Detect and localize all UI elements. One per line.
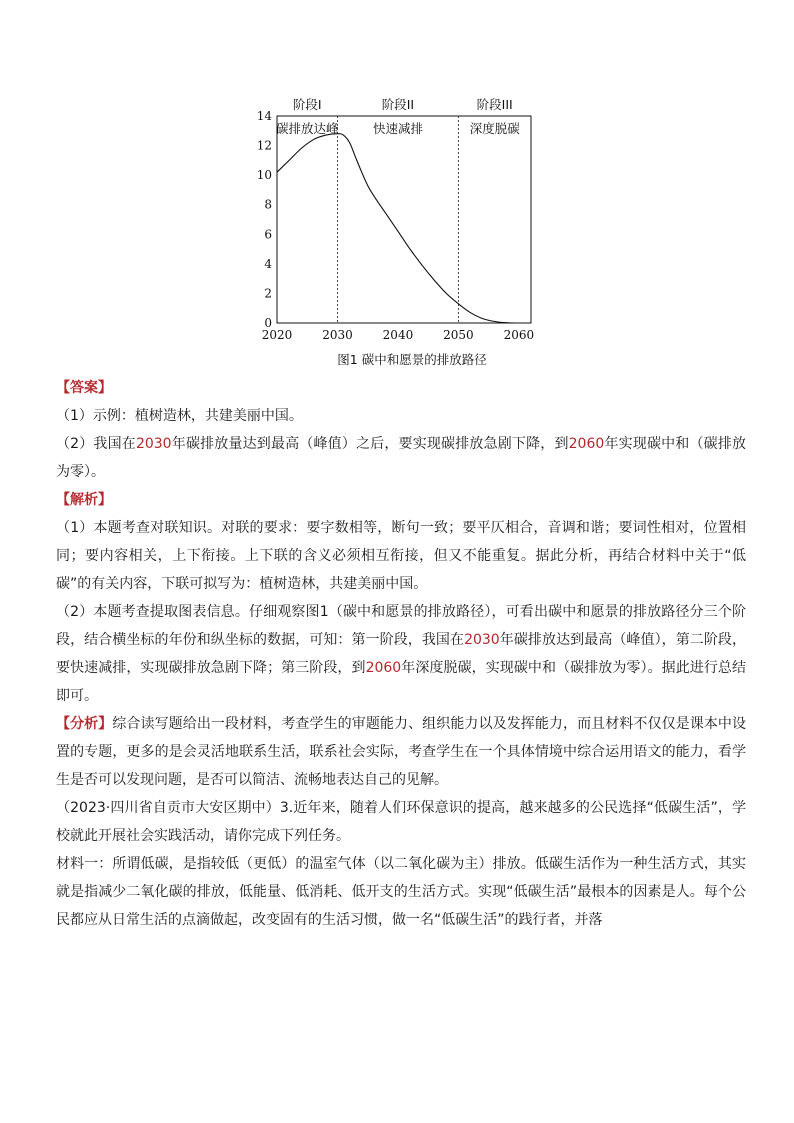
answer-item-2-text: （2）我国在 xyxy=(56,436,136,452)
stage-name: 阶段III xyxy=(476,97,513,112)
plot-frame xyxy=(277,116,531,323)
chart-caption: 图1 碳中和愿景的排放路径 xyxy=(337,352,487,367)
x-tick-label: 2020 xyxy=(261,328,293,342)
analysis-item-2 xyxy=(56,598,746,710)
x-tick-label: 2030 xyxy=(322,328,353,342)
answer-year-2060: 2060 xyxy=(568,436,605,452)
y-tick-label: 6 xyxy=(264,227,272,242)
analysis-item-2-text: 年深度脱碳，实现碳中和（碳排放为零）。据此进行总结即可。 xyxy=(56,660,747,704)
emission-chart xyxy=(250,88,550,373)
stage-label: 碳排放达峰 xyxy=(275,121,339,136)
answer-item-2 xyxy=(56,430,746,486)
remark-tag: 【分析】 xyxy=(56,716,113,732)
question-source: （2023·四川省自贡市大安区期中） xyxy=(56,800,280,816)
emission-chart-svg xyxy=(250,88,550,373)
stage-name: 阶段I xyxy=(292,97,322,112)
x-tick-label: 2050 xyxy=(443,328,474,342)
stage-name: 阶段II xyxy=(381,97,415,112)
analysis-year-2030: 2030 xyxy=(464,632,500,648)
y-tick-label: 8 xyxy=(264,197,272,212)
y-tick-label: 12 xyxy=(256,138,272,153)
answer-heading xyxy=(56,374,746,402)
x-tick-label: 2040 xyxy=(382,328,414,342)
emission-curve xyxy=(277,134,519,323)
stage-label: 快速减排 xyxy=(372,121,423,136)
y-tick-label: 2 xyxy=(264,286,272,301)
analysis-item-2-text: （2）本题考查提取图表信息。仔细观察图1（碳中和愿景的排放路径），可看出碳中和愿景的排放路径分三个阶段，结合横坐标的年份和纵坐标的数据，可知：第一阶段，我国在 xyxy=(56,604,746,648)
x-tick-label: 2060 xyxy=(503,328,535,342)
analysis-heading xyxy=(56,486,746,514)
question-paragraph xyxy=(56,794,746,850)
y-tick-label: 10 xyxy=(256,168,272,183)
answer-item-2-text: 年碳排放量达到最高（峰值）之后，要实现碳排放急剧下降，到 xyxy=(171,436,569,452)
answer-body xyxy=(56,374,746,934)
y-tick-label: 4 xyxy=(264,256,272,271)
answer-year-2030: 2030 xyxy=(135,436,172,452)
analysis-year-2060: 2060 xyxy=(365,660,402,676)
analysis-item-2-text: 年碳排放达到最高（峰值），第二阶段，要快速减排，实现碳排放急剧下降；第三阶段，到 xyxy=(56,632,747,676)
remark-paragraph xyxy=(56,710,746,794)
y-tick-label: 0 xyxy=(264,316,272,330)
analysis-item-1: （1）本题考查对联知识。对联的要求：要字数相等，断句一致；要平仄相合，音调和谐；要词性相对，位置相同；要内容相关，上下衔接。上下联的含义必须相互衔接，但又不能重复。据此分析，再结合材料中关于“低碳”的有关内容，下联可拟写为：植树造林，共建美丽中国。 xyxy=(56,520,746,592)
question-text: 3.近年来，随着人们环保意识的提高，越来越多的公民选择“低碳生活”，学校就此开展社会实践活动，请你完成下列任务。 xyxy=(56,800,746,844)
remark-text: 综合读写题给出一段材料，考查学生的审题能力、组织能力以及发挥能力，而且材料不仅仅是课本中设置的专题，更多的是会灵活地联系生活，联系社会实际，考查学生在一个具体情境中综合运用语文的能力，看学生是否可以发现问题，是否可以简洁、流畅地表达自己的见解。 xyxy=(56,716,747,788)
material-paragraph: 材料一：所谓低碳，是指较低（更低）的温室气体（以二氧化碳为主）排放。低碳生活作为一种生活方式，其实就是指减少二氧化碳的排放，低能量、低消耗、低开支的生活方式。实现“低碳生活”最根本的因素是人。每个公民都应从日常生活的点滴做起，改变固有的生活习惯，做一名“低碳生活”的践行者，并落 xyxy=(56,856,746,928)
answer-item-1: （1）示例：植树造林，共建美丽中国。 xyxy=(56,408,303,424)
y-tick-label: 14 xyxy=(256,109,272,123)
answer-heading-label: 【答案】 xyxy=(56,380,112,396)
answer-item-2-text: 年实现碳中和（碳排放为零）。 xyxy=(56,436,746,480)
analysis-heading-label: 【解析】 xyxy=(56,492,112,508)
stage-label: 深度脱碳 xyxy=(469,121,520,136)
